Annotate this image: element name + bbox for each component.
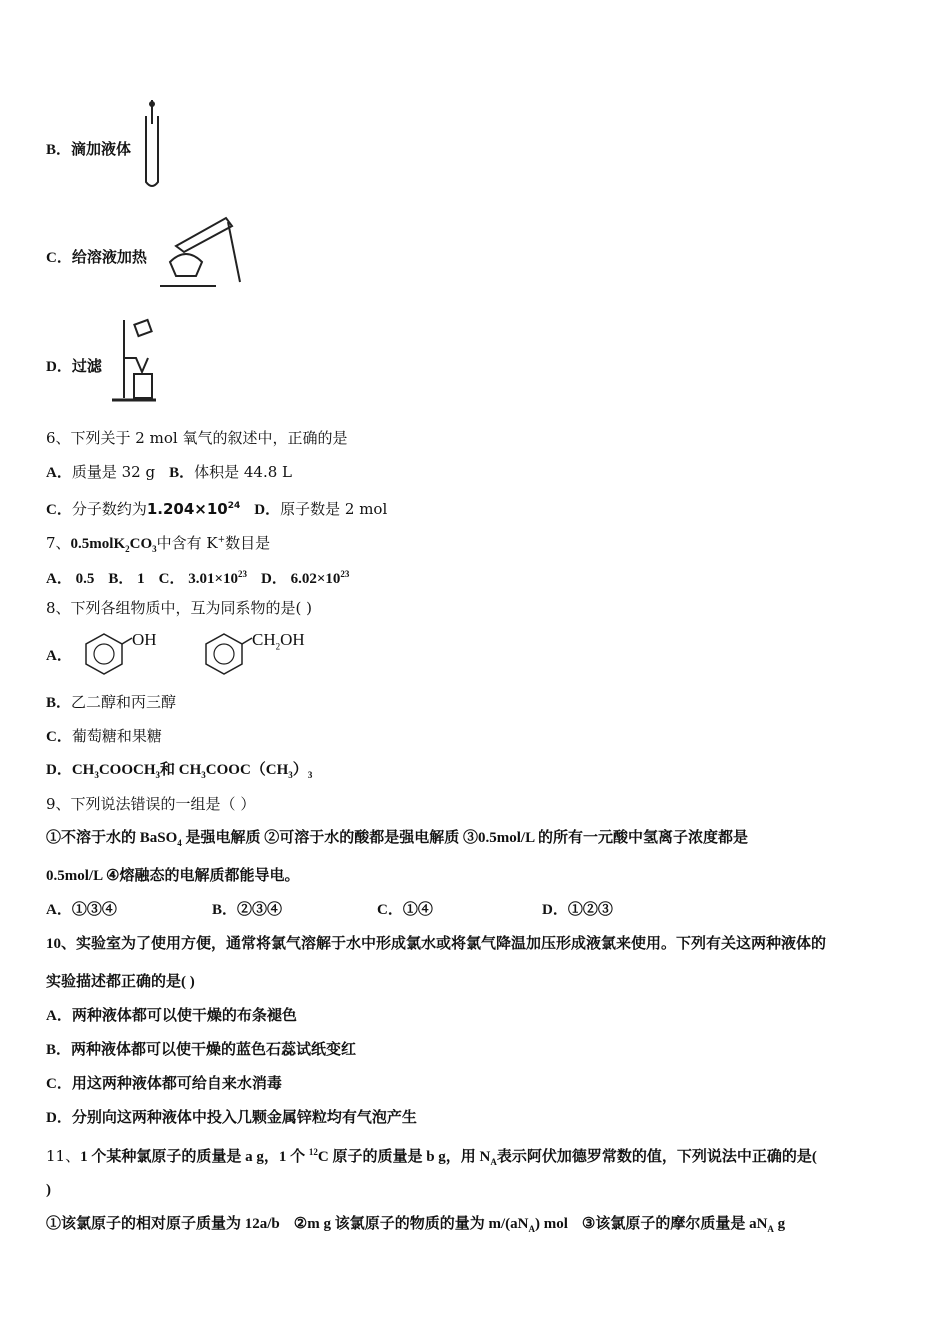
t: 12: [308, 1147, 318, 1157]
q8-option-b: [46, 692, 176, 713]
t: 数目是: [225, 534, 271, 552]
q11-statements: [46, 1214, 785, 1239]
benzyl-ch2oh: [252, 630, 305, 656]
t: g: [773, 1216, 786, 1232]
label: D．: [46, 359, 72, 375]
q11-stem-end: ): [46, 1182, 51, 1198]
label: A．: [46, 571, 72, 587]
q9-statements-2: 0.5mol/L ④熔融态的电解质都能导电。: [46, 868, 300, 884]
t: 3: [152, 544, 157, 554]
t: 和 CH: [160, 762, 202, 778]
text: 乙二醇和丙三醇: [71, 693, 177, 711]
text: 原子数是 2 mol: [280, 500, 388, 518]
t: 中含有 K: [156, 534, 218, 552]
t: 3: [155, 770, 161, 780]
q10-option-a: [46, 1006, 297, 1026]
t: ③该氯原子的摩尔质量是 aN: [581, 1216, 768, 1232]
exp: 23: [238, 569, 248, 579]
t: +: [217, 535, 226, 545]
label: B．: [169, 465, 195, 481]
label: D．: [261, 571, 287, 587]
q8-option-c: [46, 726, 162, 747]
text: ②③④: [237, 902, 283, 918]
heating-apparatus-image: [156, 206, 246, 290]
text: 给溶液加热: [71, 250, 147, 266]
t: 3: [288, 770, 293, 780]
q6-stem: 6、下列关于 2 mol 氧气的叙述中，正确的是: [46, 429, 348, 447]
q8-option-a-label: A．: [46, 648, 72, 664]
q5-option-b: [46, 140, 131, 160]
q9-option-d: [542, 900, 613, 920]
label: B．: [46, 142, 72, 158]
text: 质量是 32 g: [71, 463, 156, 481]
t: 4: [177, 838, 182, 848]
q6-options-cd: [46, 496, 387, 520]
text: ①②③: [567, 902, 613, 918]
exp: 23: [340, 569, 350, 579]
text: 用这两种液体都可给自来水消毒: [71, 1076, 282, 1092]
text: 1: [137, 571, 145, 587]
phenol-oh: OH: [132, 630, 157, 649]
t: 是强电解质 ②可溶于水的酸都是强电解质 ③0.5mol/L 的所有一元酸中氢离子浓度都是: [181, 830, 749, 846]
t: 3: [201, 770, 206, 780]
q10-option-b: [46, 1040, 356, 1060]
t: 2: [125, 544, 130, 554]
t: 3: [94, 770, 99, 780]
label: C．: [46, 1076, 72, 1092]
q10-stem-1: 10、实验室为了使用方便，通常将氯气溶解于水中形成氯水或将氯气降温加压形成液氯来使用。下列有关这两种液体的: [46, 936, 827, 952]
phenol-structure: [74, 628, 134, 676]
t: 2: [275, 641, 281, 652]
q9-option-a: [46, 900, 117, 920]
label: C．: [158, 571, 185, 587]
t: OH: [280, 630, 305, 649]
label: B．: [212, 902, 238, 918]
t: CO: [129, 536, 153, 552]
filtration-apparatus-image: [106, 316, 158, 404]
t: ①不溶于水的 BaSO: [46, 830, 178, 846]
t: ）: [292, 762, 308, 778]
q8-option-d: [46, 760, 312, 785]
text: 两种液体都可以使干燥的蓝色石蕊试纸变红: [71, 1042, 357, 1058]
label: A．: [46, 902, 72, 918]
label: A．: [46, 1008, 72, 1024]
value: 1.204×10: [146, 500, 228, 518]
text: 滴加液体: [71, 142, 132, 158]
q5-option-d: [46, 357, 102, 377]
num: 7、: [46, 534, 71, 552]
text: 分别向这两种液体中投入几颗金属锌粒均有气泡产生: [71, 1110, 417, 1126]
text: 葡萄糖和果糖: [71, 727, 162, 745]
label: C．: [377, 902, 403, 918]
label: C．: [46, 502, 72, 518]
text: 0.5: [75, 571, 95, 587]
q7-stem: [46, 530, 270, 559]
q11-stem: [46, 1142, 817, 1172]
q8-stem: 8、下列各组物质中，互为同系物的是( ): [46, 599, 313, 617]
q9-option-c: [377, 900, 433, 920]
t: COOC（CH: [205, 762, 289, 778]
q9-option-b: [212, 900, 282, 920]
label: B．: [46, 695, 72, 711]
t: CH: [252, 630, 276, 649]
t: 1 个某种氯原子的质量是 a g，1 个: [80, 1149, 309, 1165]
label: D．: [542, 902, 568, 918]
label: D．: [46, 762, 72, 778]
t: CH: [71, 762, 95, 778]
text: 3.01×10: [188, 571, 239, 587]
test-tube-dropper-image: [140, 98, 164, 190]
t: A: [528, 1224, 535, 1234]
t: 表示阿伏加德罗常数的值，下列说法中正确的是(: [496, 1149, 817, 1165]
text: 体积是 44.8 L: [194, 463, 292, 481]
num: 11、: [46, 1147, 81, 1165]
exponent: 24: [227, 501, 241, 511]
q6-options-ab: [46, 462, 292, 483]
label: A．: [46, 465, 72, 481]
label: D．: [254, 502, 281, 518]
t: ) mol: [534, 1216, 568, 1232]
text: 过滤: [71, 359, 102, 375]
label: B．: [46, 1042, 72, 1058]
text: 两种液体都可以使干燥的布条褪色: [71, 1008, 297, 1024]
t: A: [490, 1157, 497, 1167]
t: ①该氯原子的相对原子质量为 12a/b: [46, 1216, 280, 1232]
t: C 原子的质量是 b g，用 N: [317, 1149, 491, 1165]
text: 分子数约为: [71, 500, 147, 518]
t: 3: [307, 770, 313, 780]
q10-stem-2: 实验描述都正确的是( ): [46, 974, 195, 990]
benzyl-alcohol-structure: [194, 628, 254, 676]
label: C．: [46, 250, 72, 266]
text: 6.02×10: [290, 571, 341, 587]
text: ①④: [402, 902, 433, 918]
t: A: [767, 1224, 774, 1234]
q9-statements-1: [46, 828, 748, 853]
q7-options: [46, 564, 349, 589]
label: C．: [46, 729, 72, 745]
label: B．: [108, 571, 134, 587]
text: ①③④: [71, 902, 117, 918]
t: ②m g 该氯原子的物质的量为 m/(aN: [293, 1216, 529, 1232]
q10-option-c: [46, 1074, 282, 1094]
q10-option-d: [46, 1108, 417, 1128]
q5-option-c: [46, 248, 147, 268]
t: COOCH: [98, 762, 156, 778]
q9-stem: 9、下列说法错误的一组是（ ）: [46, 795, 256, 813]
label: D．: [46, 1110, 72, 1126]
t: 0.5molK: [70, 536, 126, 552]
